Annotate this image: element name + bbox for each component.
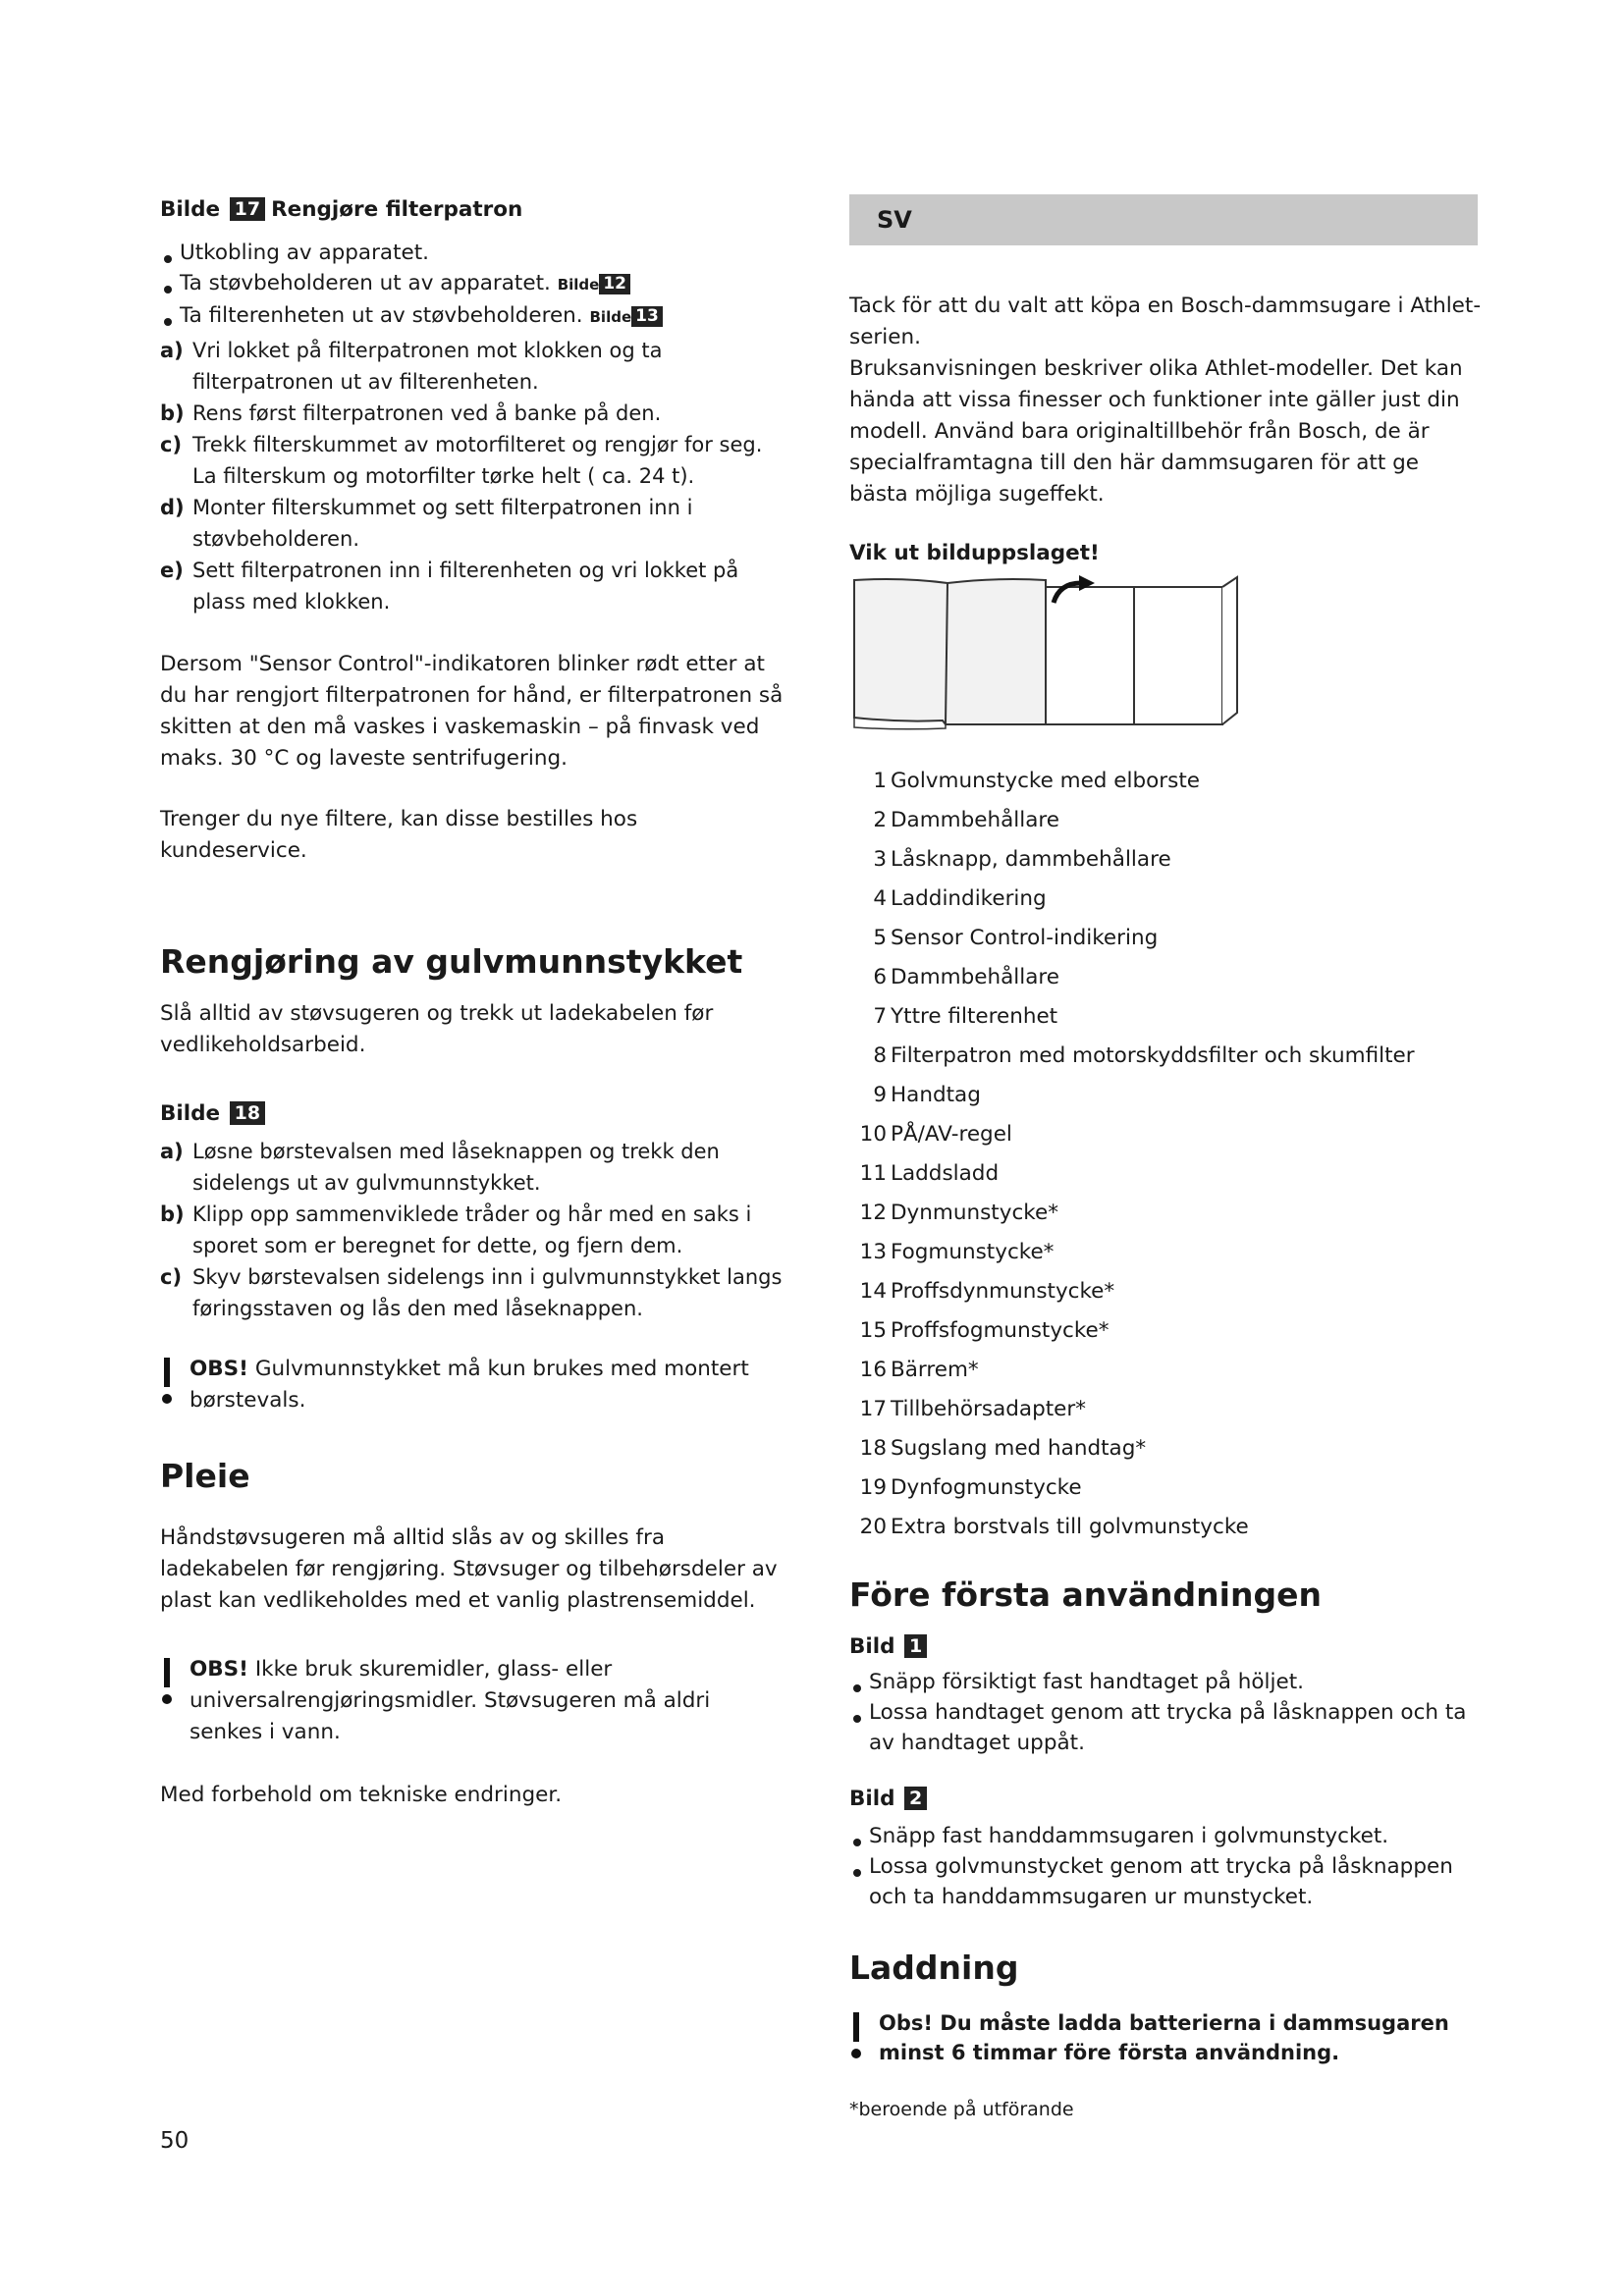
list-item: 9 Handtag [873,1083,981,1107]
list-item: Snäpp försiktigt fast handtaget på höljet. [849,1667,1483,1697]
language-header-bar: SV [849,194,1478,245]
paragraph-gulv: Slå alltid av støvsugeren og trekk ut ladekabelen før vedlikeholdsarbeid. [160,1001,714,1057]
figure-badge: 17 [230,197,265,221]
bilde17-heading [160,194,788,226]
bild2-heading: Bild 2 [849,1784,1483,1815]
steps18 [160,1136,788,1324]
bilde-label: Bilde [160,197,221,222]
warning-exclamation-icon [849,2012,863,2061]
paragraph-pleie: Håndstøvsugeren må alltid slås av og skilles fra ladekabelen før rengjøring. Støvsuger og tilbehørsdeler av plast kan vedlikeholdes med et vanlig plastrensemiddel. [160,1525,778,1613]
list-item: 1 Golvmunstycke med elborste [873,769,1200,793]
warning-exclamation-icon [160,1658,174,1707]
list-item: 3 Låsknapp, dammbehållare [873,847,1171,872]
figure-badge: 12 [599,274,630,294]
bild1-heading: Bild 1 [849,1631,1483,1663]
page-number: 50 [160,2128,189,2154]
bilde18-heading: Bilde 18 [160,1098,788,1130]
obs-note-1: OBS! Gulvmunnstykket må kun brukes med montert børstevals. [160,1354,788,1416]
fold-out-heading: Vik ut bilduppslaget! [849,541,1100,565]
list-item: 20 Extra borstvals till golvmunstycke [859,1515,1249,1539]
list-item: 5 Sensor Control-indikering [873,926,1159,950]
list-item: 8 Filterpatron med motorskyddsfilter och skumfilter [873,1043,1415,1068]
heading-gulvmunnstykket: Rengjøring av gulvmunnstykket [160,942,743,981]
bullets-bild2 [849,1821,1483,1912]
steps17 [160,335,788,617]
obs-note-2: OBS! Ikke bruk skuremidler, glass- eller universalrengjøringsmidler. Støvsugeren må aldri senkes i vann. [160,1654,788,1748]
step-item: c) Skyv børstevalsen sidelengs inn i gulvmunnstykket langs føringsstaven og lås den med låseknappen. [160,1265,783,1320]
list-item: 10 PÅ/AV-regel [859,1122,1012,1147]
figure-badge: 18 [230,1101,265,1125]
warning-exclamation-icon [160,1358,174,1407]
heading-fore-forsta: Före första användningen [849,1575,1322,1614]
list-item: 12 Dynmunstycke* [859,1201,1058,1225]
list-item: 14 Proffsdynmunstycke* [859,1279,1115,1304]
obs-laddning: Obs! Du måste ladda batterierna i dammsugaren minst 6 timmar före första användning. [849,2008,1483,2067]
list-item: 4 Laddindikering [873,886,1047,911]
list-item: 6 Dammbehållare [873,965,1060,989]
paragraph-sensor: Dersom "Sensor Control"-indikatoren blinker rødt etter at du har rengjort filterpatronen for hånd, er filterpatronen så skitten at den må vaskes i vaskemaskin – på finvask ved maks. 30 °C og laveste sentrifugering. [160,652,784,771]
bullets17 [160,238,788,333]
list-item: 13 Fogmunstycke* [859,1240,1055,1264]
left-column [160,194,788,1811]
intro-paragraph-2: Bruksanvisningen beskriver olika Athlet-modeller. Det kan hända att vissa finesser och funktioner inte gäller just din modell. Använd bara originaltillbehör från Bosch, de är specialframtagna till den här dammsugaren för att ge bästa möjliga sugeffekt. [849,356,1463,507]
parts-list [849,762,1483,1547]
paragraph-filter: Trenger du nye filtere, kan disse bestilles hos kundeservice. [160,807,638,863]
figure-ref-label: Bilde [589,308,632,326]
step-item: d) Monter filterskummet og sett filterpatronen inn i støvbeholderen. [160,496,693,551]
list-item: 15 Proffsfogmunstycke* [859,1318,1110,1343]
figure-badge: 2 [904,1787,927,1810]
step-item: a) Vri lokket på filterpatronen mot klokken og ta filterpatronen ut av filterenheten. [160,339,663,394]
figure-ref-label: Bilde [557,276,600,294]
heading-laddning: Laddning [849,1949,1019,1987]
list-item: Lossa handtaget genom att trycka på låsknappen och ta av handtaget uppåt. [849,1697,1483,1758]
list-item: Lossa golvmunstycket genom att trycka på låsknappen och ta handdammsugaren ur munstycket. [849,1851,1483,1912]
list-item: 11 Laddsladd [859,1161,1000,1186]
list-item: Ta støvbeholderen ut av apparatet. Bilde 12 [160,268,788,300]
list-item: 17 Tillbehörsadapter* [859,1397,1086,1421]
list-item: Ta filterenheten ut av støvbeholderen. Bilde 13 [160,300,788,333]
step-item: c) Trekk filterskummet av motorfilteret og rengjør for seg. La filterskum og motorfilter tørke helt ( ca. 24 t). [160,433,763,488]
footnote: *beroende på utförande [849,2099,1074,2120]
step-item: a) Løsne børstevalsen med låseknappen og trekk den sidelengs ut av gulvmunnstykket. [160,1140,720,1195]
paragraph-forbehold: Med forbehold om tekniske endringer. [160,1783,563,1807]
list-item: 7 Yttre filterenhet [873,1004,1058,1029]
list-item: 18 Sugslang med handtag* [859,1436,1147,1461]
list-item: 16 Bärrem* [859,1358,979,1382]
step-item: e) Sett filterpatronen inn i filterenheten og vri lokket på plass med klokken. [160,559,739,614]
figure-badge: 13 [631,306,663,327]
list-item: Utkobling av apparatet. [160,238,788,268]
intro-paragraph: Tack för att du valt att köpa en Bosch-dammsugare i Athlet-serien. [849,294,1482,349]
list-item: 19 Dynfogmunstycke [859,1475,1082,1500]
fold-out-book-illustration [849,575,1242,732]
right-column [849,194,1483,2122]
heading-pleie: Pleie [160,1457,250,1495]
list-item: Snäpp fast handdammsugaren i golvmunstycket. [849,1821,1483,1851]
list-item: 2 Dammbehållare [873,808,1060,832]
bullets-bild1 [849,1667,1483,1758]
step-item: b) Rens først filterpatronen ved å banke på den. [160,401,662,425]
step-item: b) Klipp opp sammenviklede tråder og hår med en saks i sporet som er beregnet for dette, og fjern dem. [160,1202,752,1257]
bilde-title: Rengjøre filterpatron [271,197,523,222]
figure-badge: 1 [904,1634,927,1658]
